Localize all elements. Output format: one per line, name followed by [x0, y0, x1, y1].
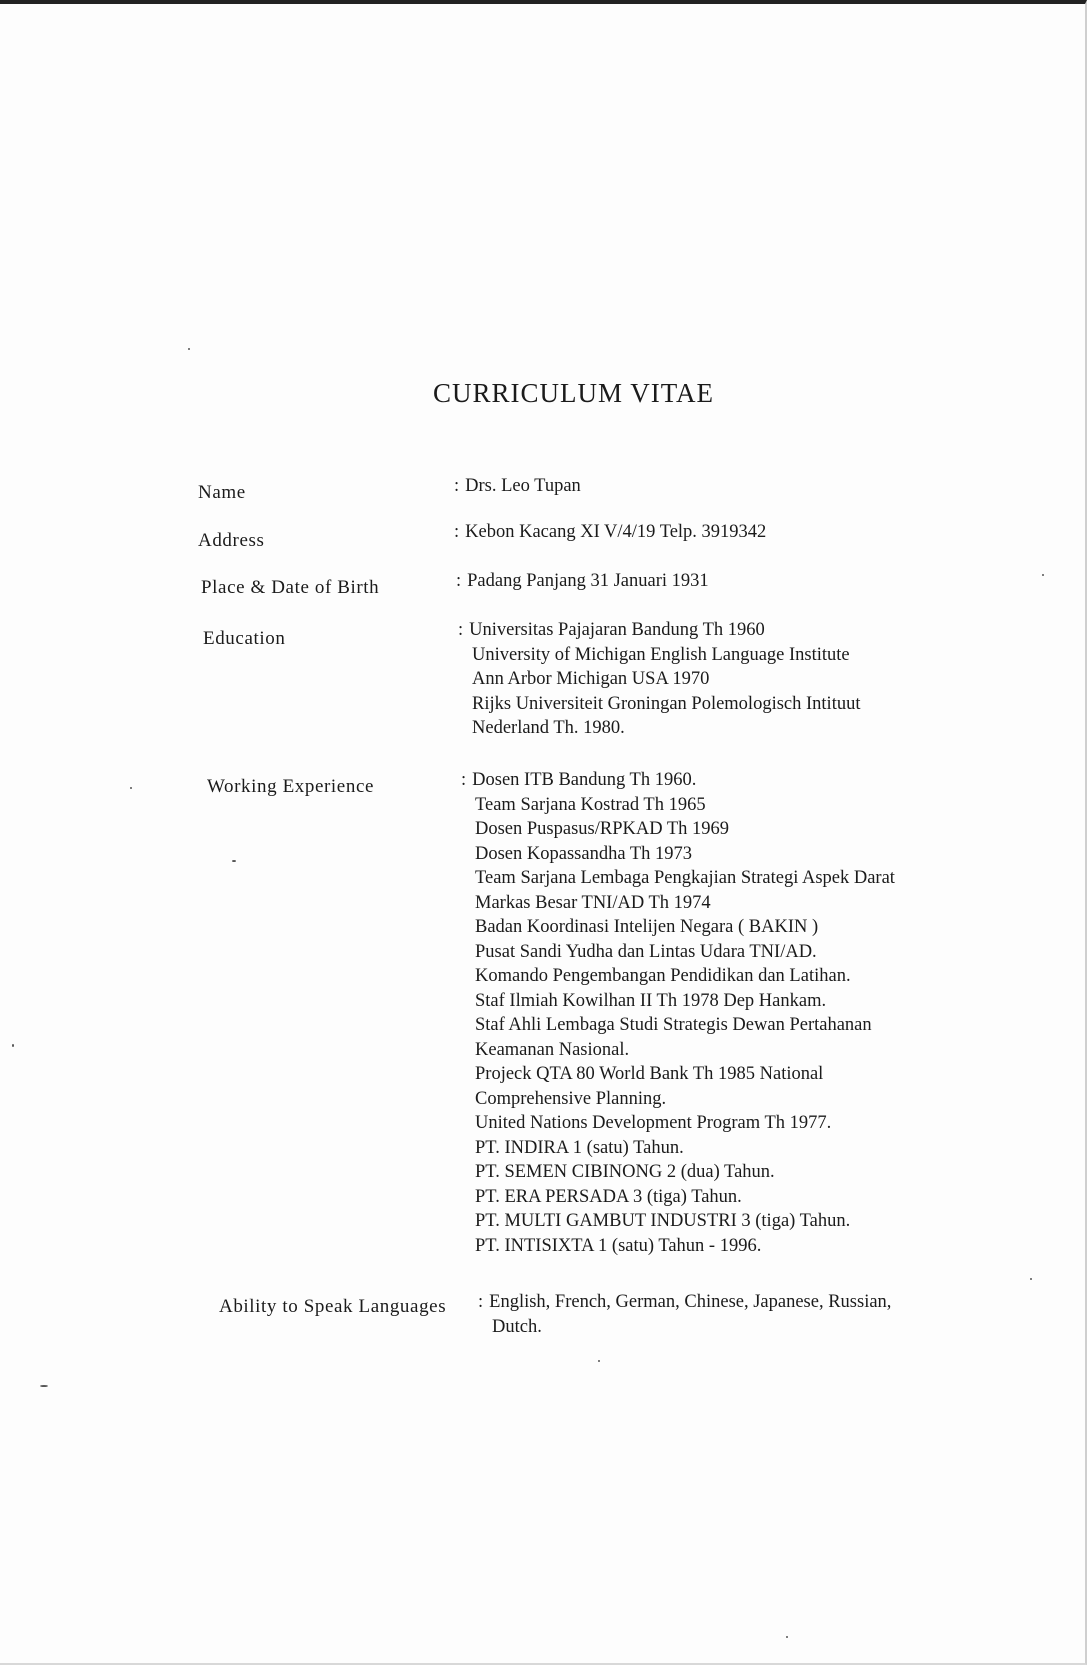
scan-speck [130, 787, 132, 789]
birth-label: Place & Date of Birth [201, 577, 380, 598]
education-value: : Universitas Pajajaran Bandung Th 1960 University of Michigan English Language Institute Ann Arbor Michigan USA 1970 Rijks Universiteit Groningan Polemologisch Intituut Nederland Th. 1980. [458, 620, 861, 738]
languages-label: Ability to Speak Languages [219, 1296, 447, 1317]
education-label: Education [203, 628, 286, 649]
address-label: Address [198, 530, 265, 551]
scan-speck [40, 1385, 48, 1387]
scan-speck [1042, 574, 1044, 576]
work-value: : Dosen ITB Bandung Th 1960. Team Sarjana Kostrad Th 1965 Dosen Puspasus/RPKAD Th 1969 Dosen Kopassandha Th 1973 Team Sarjana Lembaga Pengkajian Strategi Aspek Darat Markas Besar TNI/AD Th 1974 Badan Koordinasi Intelijen Negara ( BAKIN ) Pusat Sandi Yudha dan Lintas Udara TNI/AD. Komando Pengembangan Pendidikan dan Latihan. Staf Ilmiah Kowilhan II Th 1978 Dep Hankam. Staf Ahli Lembaga Studi Strategis Dewan Pertahanan Keamanan Nasional. Projeck QTA 80 World Bank Th 1985 National Comprehensive Planning. United Nations Development Program Th 1977. PT. INDIRA 1 (satu) Tahun. PT. SEMEN CIBINONG 2 (dua) Tahun. PT. ERA PERSADA 3 (tiga) Tahun. PT. MULTI GAMBUT INDUSTRI 3 (tiga) Tahun. PT. INTISIXTA 1 (satu) Tahun - 1996. [461, 770, 895, 1256]
birth-value: : Padang Panjang 31 Januari 1931 [456, 571, 709, 591]
scan-speck [598, 1360, 600, 1362]
name-value: : Drs. Leo Tupan [454, 476, 581, 496]
scan-speck [1030, 1278, 1032, 1280]
languages-value: : English, French, German, Chinese, Japanese, Russian, Dutch. [478, 1292, 892, 1337]
work-label: Working Experience [207, 776, 375, 797]
scan-speck [188, 348, 190, 350]
scan-speck [12, 1044, 14, 1047]
scan-speck [232, 860, 236, 862]
name-label: Name [198, 482, 246, 503]
scan-speck [786, 1636, 788, 1638]
page-title: CURRICULUM VITAE [432, 378, 715, 408]
address-value: : Kebon Kacang XI V/4/19 Telp. 3919342 [454, 522, 767, 542]
